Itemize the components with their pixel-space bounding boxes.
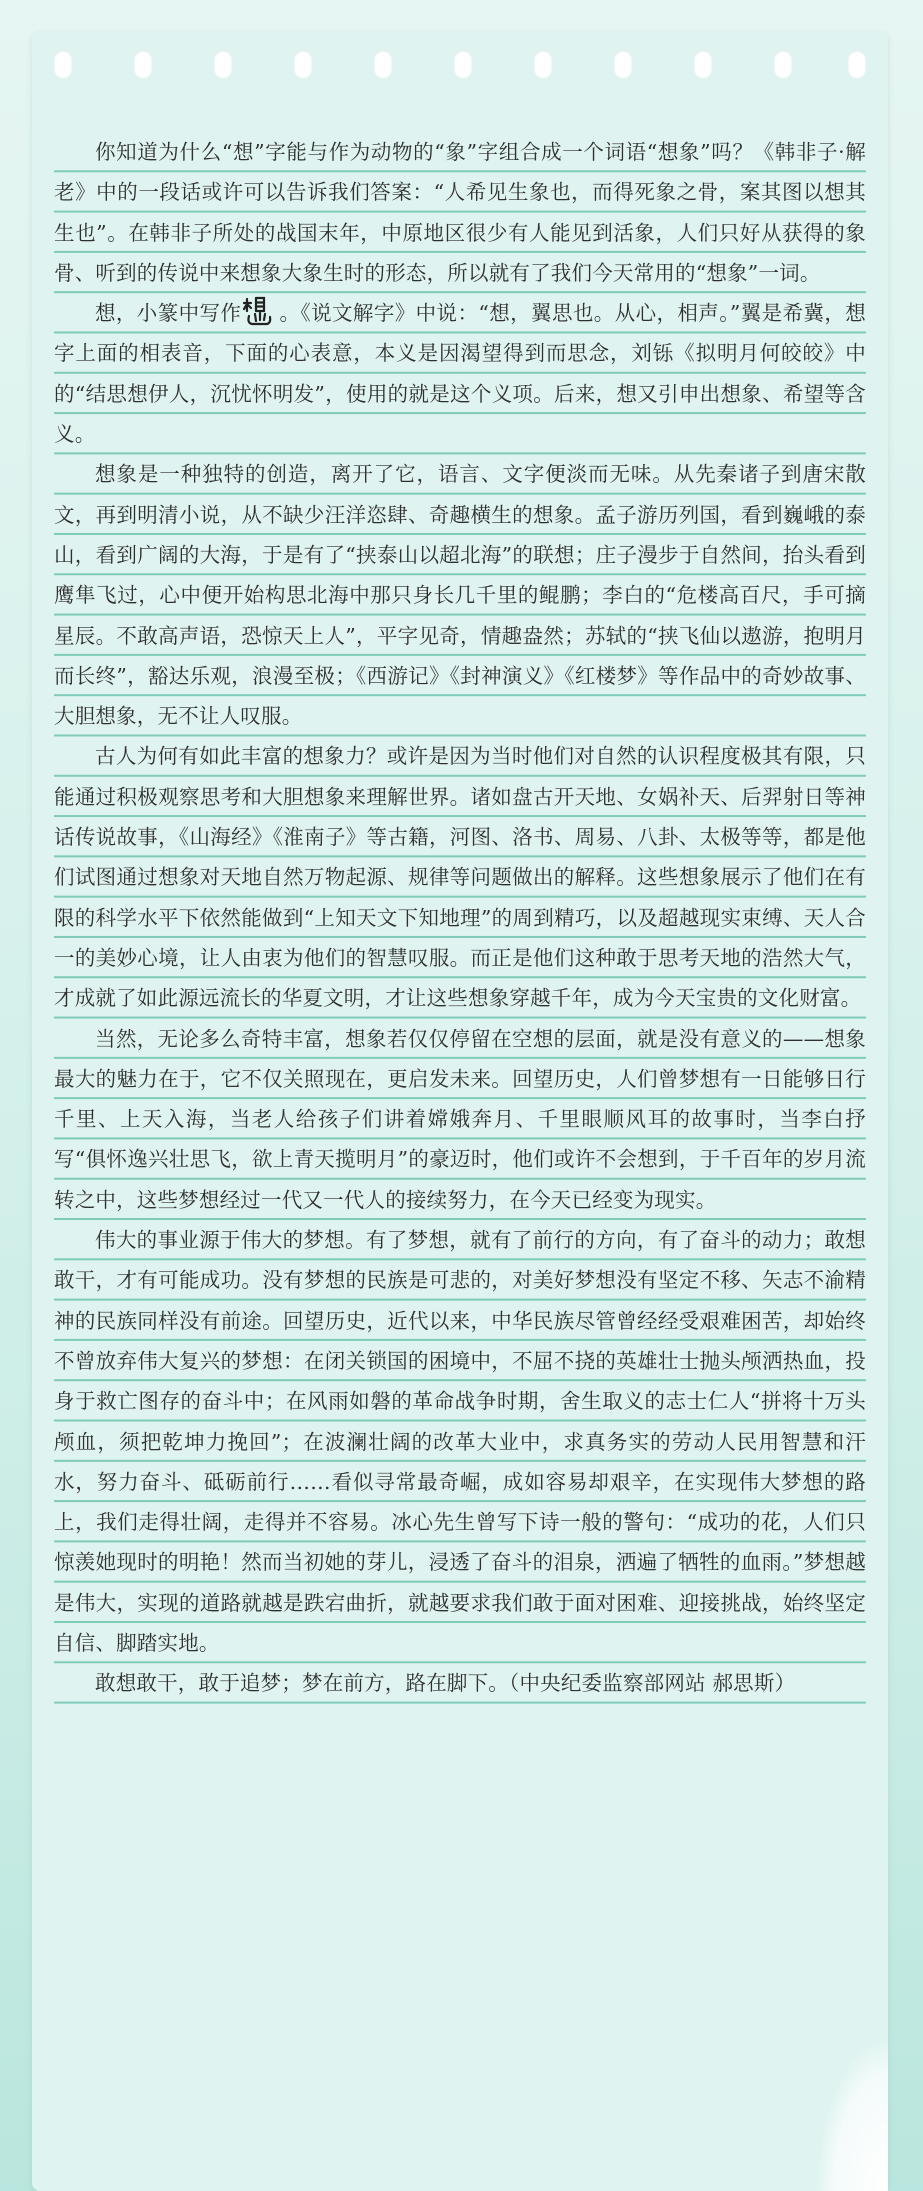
paragraph-6: 伟大的事业源于伟大的梦想。有了梦想，就有了前行的方向，有了奋斗的动力；敢想敢干，才有可能成功。没有梦想的民族是可悲的，对美好梦想没有坚定不移、矢志不渝精神的民族同样没有前途。回望历史，近代以来，中华民族尽管曾经经受艰难困苦，却始终不曾放弃伟大复兴的梦想：在闭关锁国的困境中，不屈不挠的英雄壮士抛头颅洒热血，投身于救亡图存的奋斗中；在风雨如磐的革命战争时期，舍生取义的志士仁人“拼将十万头颅血，须把乾坤力挽回”；在波澜壮阔的改革大业中，求真务实的劳动人民用智慧和汗水，努力奋斗、砥砺前行……看似寻常最奇崛，成如容易却艰辛，在实现伟大梦想的路上，我们走得壮阔，走得并不容易。冰心先生曾写下诗一般的警句：“成功的花，人们只惊羡她现时的明艳！然而当初她的芽儿，浸透了奋斗的泪泉，洒遍了牺牲的血雨。”梦想越是伟大，实现的道路就越是跌宕曲折，就越要求我们敢于面对困难、迎接挑战，始终坚定自信、脚踏实地。 — [54, 1228, 866, 1655]
binder-hole-icon — [694, 50, 712, 78]
binder-hole-icon — [454, 50, 472, 78]
binder-hole-icon — [614, 50, 632, 78]
binder-hole-icon — [774, 50, 792, 78]
binder-hole-icon — [374, 50, 392, 78]
paragraph-1: 你知道为什么“想”字能与作为动物的“象”字组合成一个词语“想象”吗？《韩非子·解老》中的一段话或许可以告诉我们答案：“人希见生象也，而得死象之骨，案其图以想其生也”。在韩非子所处的战国末年，中原地区很少有人能见到活象，人们只好从获得的象骨、听到的传说中来想象大象生时的形态，所以就有了我们今天常用的“想象”一词。 — [54, 140, 866, 285]
binder-hole-icon — [214, 50, 232, 78]
paragraph-2-rest: 。《说文解字》中说：“想，翼思也。从心，相声。”翼是希冀，想字上面的相表音，下面的心表意，本义是因渴望得到而思念，刘铄《拟明月何皎皎》中的“结思想伊人，沉忧怀明发”，使用的就是这个义项。后来，想又引申出想象、希望等含义。 — [54, 301, 866, 447]
xiang-seal-script-icon — [243, 296, 277, 326]
binder-hole-icon — [848, 50, 866, 78]
paper-sheet — [32, 32, 888, 2191]
paragraph-2-lead: 想，小篆中写作 — [95, 301, 242, 326]
paragraph-2 — [54, 293, 866, 454]
binder-hole-icon — [534, 50, 552, 78]
paragraph-5: 当然，无论多么奇特丰富，想象若仅仅停留在空想的层面，就是没有意义的——想象最大的魅力在于，它不仅关照现在，更启发未来。回望历史，人们曾梦想有一日能够日行千里、上天入海，当老人给孩子们讲着嫦娥奔月、千里眼顺风耳的故事时，当李白抒写“俱怀逸兴壮思飞，欲上青天揽明月”的豪迈时，他们或许不会想到，于千百年的岁月流转之中，这些梦想经过一代又一代人的接续努力，在今天已经变为现实。 — [54, 1026, 866, 1212]
page-curl — [818, 2041, 888, 2191]
binder-holes — [32, 50, 888, 80]
paragraph-4: 古人为何有如此丰富的想象力？或许是因为当时他们对自然的认识程度极其有限，只能通过积极观察思考和大胆想象来理解世界。诸如盘古开天地、女娲补天、后羿射日等神话传说故事，《山海经》《淮南子》等古籍，河图、洛书、周易、八卦、太极等等，都是他们试图通过想象对天地自然万物起源、规律等问题做出的解释。这些想象展示了他们在有限的科学水平下依然能做到“上知天文下知地理”的周到精巧，以及超越现实束缚、天人合一的美妙心境，让人由衷为他们的智慧叹服。而正是他们这种敢于思考天地的浩然大气，才成就了如此源远流长的华夏文明，才让这些想象穿越千年，成为今天宝贵的文化财富。 — [54, 744, 866, 1011]
binder-hole-icon — [54, 50, 72, 78]
paragraph-7: 敢想敢干，敢于追梦；梦在前方，路在脚下。（中央纪委监察部网站 郝思斯） — [95, 1671, 796, 1696]
binder-hole-icon — [134, 50, 152, 78]
binder-hole-icon — [294, 50, 312, 78]
paragraph-3: 想象是一种独特的创造，离开了它，语言、文字便淡而无味。从先秦诸子到唐宋散文，再到明清小说，从不缺少汪洋恣肆、奇趣横生的想象。孟子游历列国，看到巍峨的泰山，看到广阔的大海，于是有了“挟泰山以超北海”的联想；庄子漫步于自然间，抬头看到鹰隼飞过，心中便开始构思北海中那只身长几千里的鲲鹏；李白的“危楼高百尺，手可摘星辰。不敢高声语，恐惊天上人”，平字见奇，情趣盎然；苏轼的“挟飞仙以遨游，抱明月而长终”，豁达乐观，浪漫至极；《西游记》《封神演义》《红楼梦》等作品中的奇妙故事、大胆想象，无不让人叹服。 — [54, 462, 866, 729]
article-body — [54, 132, 866, 1704]
